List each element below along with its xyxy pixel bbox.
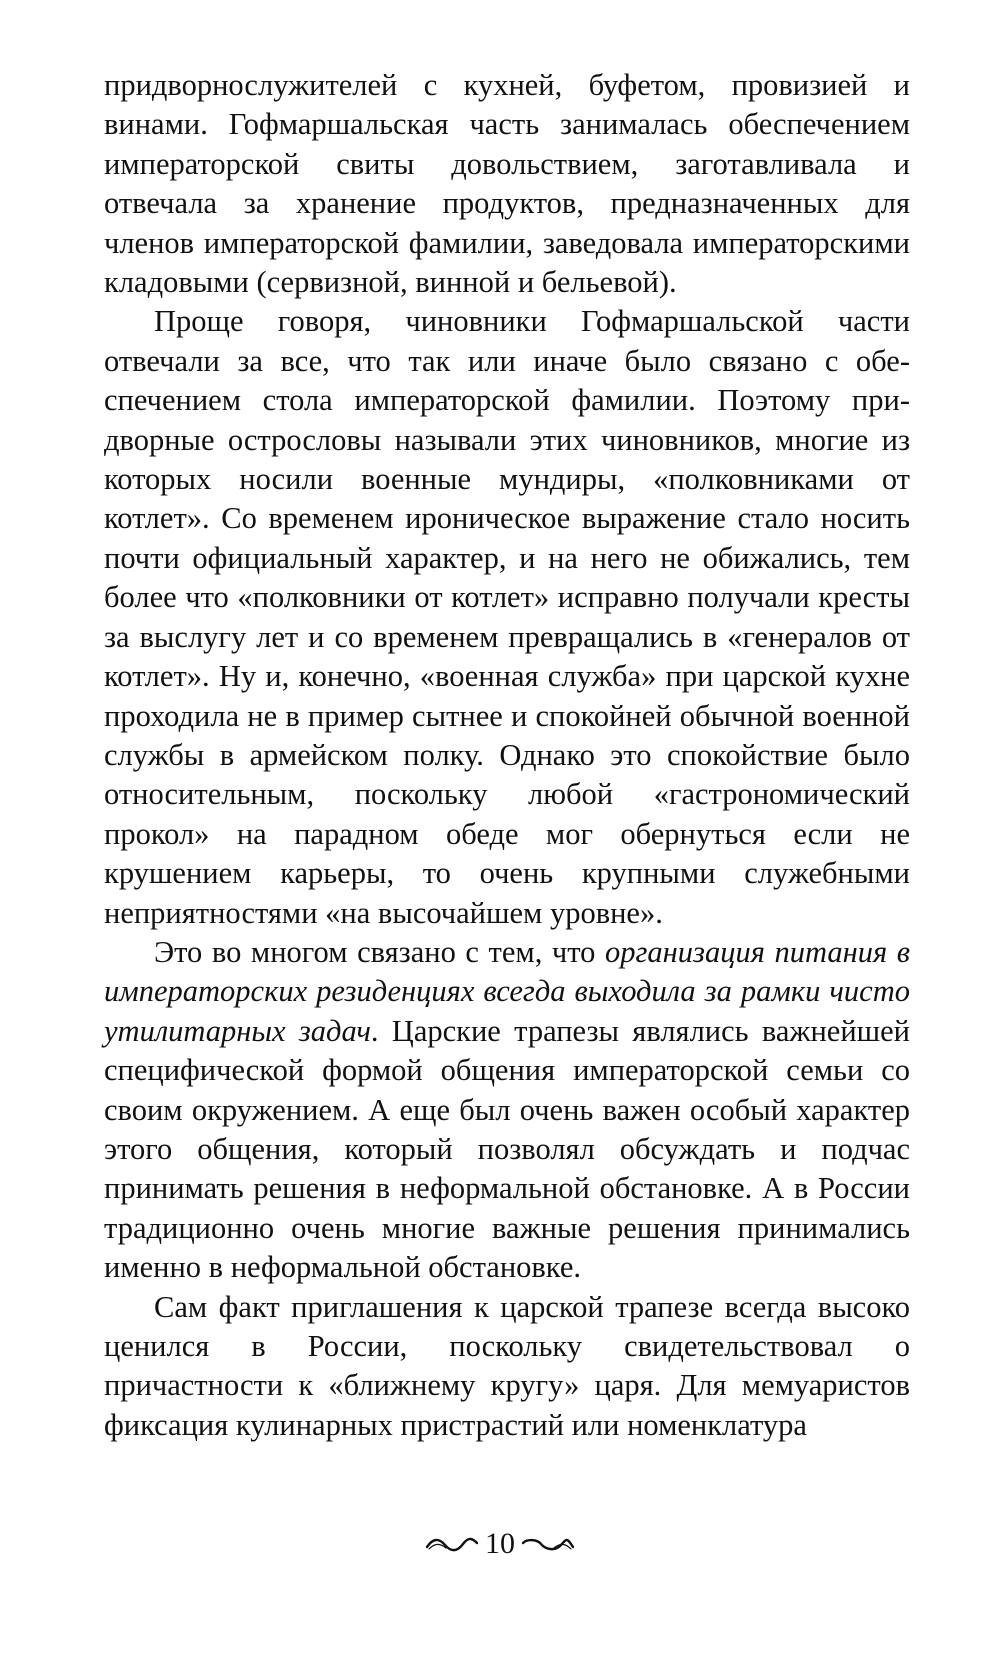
paragraph-3	[104, 933, 910, 1288]
paragraph-3-italic-emphasis: организация питания в императорских резиденциях всегда выходила за рамки чисто утилитарных задач	[104, 934, 910, 1048]
page-number: 10	[485, 1527, 515, 1560]
page-footer	[0, 1524, 1000, 1564]
paragraph-2	[104, 302, 910, 933]
paragraph-3-text-start: Это во многом связано с тем, что	[154, 934, 606, 969]
paragraph-4	[104, 1288, 910, 1446]
wave-ornament-left-icon	[425, 1534, 479, 1554]
page-body	[104, 66, 910, 1445]
paragraph-4-text: Сам факт приглашения к царской трапезе всегда высоко ценился в России, поскольку свидетельствовал о причастности к «ближнему кругу» царя. Для мемуаристов фиксация кулинарных пристрастий или номенклатура	[104, 1289, 910, 1442]
paragraph-1	[104, 66, 910, 302]
paragraph-3-text-end: . Царские трапезы являлись важнейшей специфической формой общения императорской семьи со своим окружением. А еще был очень важен особый характер этого общения, который позволял обсуждать и подчас принимать решения в неформальной обстановке. А в России традиционно очень многие важные решения принимались именно в неформальной обстановке.	[104, 1013, 911, 1285]
wave-ornament-right-icon	[521, 1534, 575, 1554]
paragraph-1-text: придворнослужителей с кухней, буфетом, провизией и винами. Гофмаршальская часть занималась обеспечением императорской свиты довольствием, заготавливала и отвечала за хранение продуктов, предназначенных для членов императорской фамилии, заведовала императорскими кладовыми (сервизной, винной и бельевой).	[104, 68, 910, 300]
paragraph-2-text: Проще говоря, чиновники Гофмаршальской части отвечали за все, что так или иначе было связано с обеспечением стола императорской фамилии. Поэтому придворные острословы называли этих чиновников, многие из которых носили военные мундиры, «полковниками от котлет». Со временем ироническое выражение стало носить почти официальный характер, и на него не обижались, тем более что «полковники от котлет» исправно получали кресты за выслугу лет и со временем превращались в «генералов от котлет». Ну и, конечно, «военная служба» при царской кухне проходила не в пример сытнее и спокойней обычной военной службы в армейском полку. Однако это спокойствие было относительным, поскольку любой «гастрономический прокол» на парадном обеде мог обернуться если не крушением карьеры, то очень крупными служебными неприятностями «на высочайшем уровне».	[104, 304, 910, 930]
